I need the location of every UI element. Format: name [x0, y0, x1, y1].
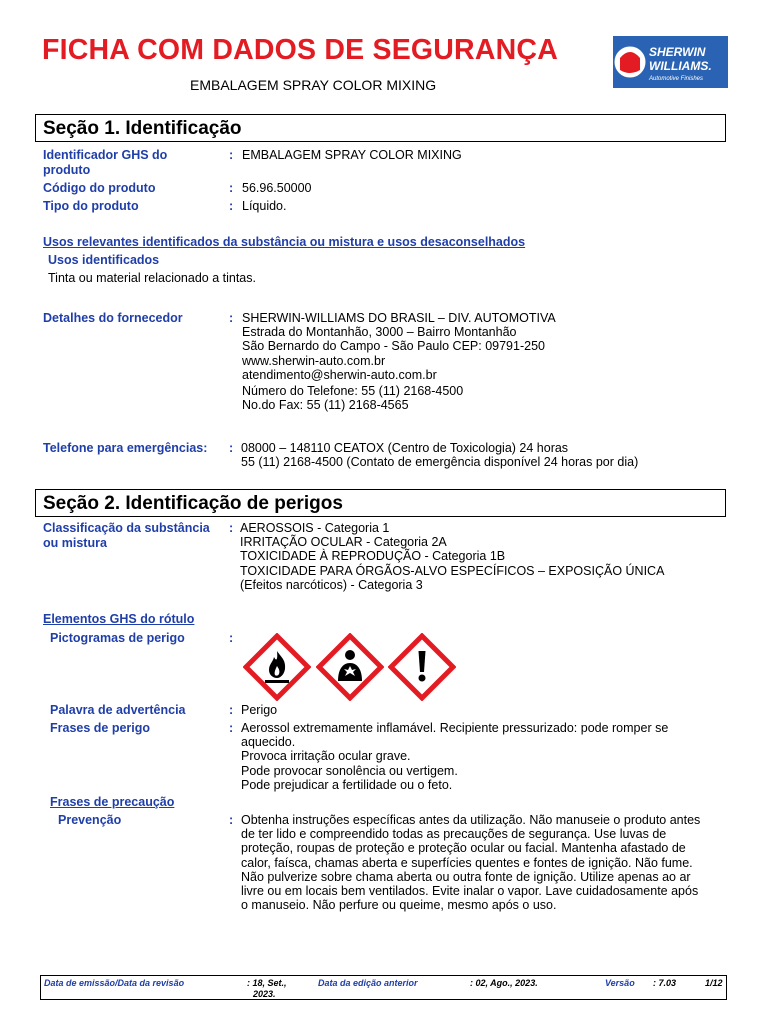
hazard-statement: Pode provocar sonolência ou vertigem.: [241, 763, 458, 778]
supplier-line: São Bernardo do Campo - São Paulo CEP: 09791-250: [242, 339, 545, 354]
colon: :: [229, 703, 234, 717]
issue-date-label: Data de emissão/Data da revisão: [44, 978, 185, 988]
hazard-statement: Pode prejudicar a fertilidade ou o feto.: [241, 777, 453, 792]
colon: :: [229, 181, 234, 195]
supplier-details: [242, 311, 556, 412]
identified-uses-label: Usos identificados: [48, 253, 160, 267]
identified-uses-value: Tinta ou material relacionado a tintas.: [48, 271, 256, 285]
colon: :: [229, 148, 234, 162]
logo-text-3: Automotive Finishes: [649, 76, 704, 82]
hazard-statement: Provoca irritação ocular grave.: [241, 749, 411, 764]
colon: :: [229, 311, 234, 325]
product-code-label: Código do produto: [43, 181, 156, 195]
classification-label-line-1: Classificação da substância: [43, 521, 210, 535]
ghs-identifier-label-line-2: produto: [43, 163, 91, 177]
product-subtitle: EMBALAGEM SPRAY COLOR MIXING: [190, 77, 437, 93]
classification-item: TOXICIDADE PARA ÓRGÃOS-ALVO ESPECÍFICOS – EXPOSIÇÃO ÚNICA: [240, 563, 665, 578]
pictograms-label: Pictogramas de perigo: [50, 631, 185, 645]
emergency-line: 55 (11) 2168-4500 (Contato de emergência disponível 24 horas por dia): [241, 455, 639, 470]
prev-edition-value: : 02, Ago., 2023.: [470, 978, 538, 988]
classification-label: [43, 521, 210, 551]
prev-edition-label: Data da edição anterior: [318, 978, 418, 988]
classification-item: (Efeitos narcóticos) - Categoria 3: [240, 577, 423, 592]
prevention-text: [241, 813, 700, 912]
section-1-header: [35, 114, 726, 142]
supplier-phone: Número do Telefone: 55 (11) 2168-4500: [242, 384, 464, 399]
page-number: 1/12: [705, 978, 723, 988]
hazard-statements-list: [241, 721, 668, 792]
classification-item: IRRITAÇÃO OCULAR - Categoria 2A: [240, 535, 447, 550]
product-code-value: 56.96.50000: [242, 181, 312, 195]
supplier-fax: No.do Fax: 55 (11) 2168-4565: [242, 398, 409, 413]
precaution-heading-link[interactable]: Frases de precaução: [50, 795, 175, 809]
flame-pictogram-icon: [243, 633, 311, 701]
issue-date-value: [247, 978, 287, 1000]
version-label: Versão: [605, 978, 635, 988]
colon: :: [229, 199, 234, 213]
section-1-title: Seção 1. Identificação: [43, 118, 242, 139]
prevention-line: Não pulverize sobre chama aberta ou outra fonte de ignição. Utilize apenas ao ar: [241, 869, 691, 884]
exclamation-pictogram-icon: [388, 633, 456, 701]
document-title: FICHA COM DADOS DE SEGURANÇA: [42, 34, 558, 66]
hazard-statements-label: Frases de perigo: [50, 721, 151, 735]
product-type-label: Tipo do produto: [43, 199, 139, 213]
colon: :: [229, 441, 234, 455]
product-type-value: Líquido.: [242, 199, 287, 213]
ghs-identifier-label-line-1: Identificador GHS do: [43, 148, 168, 162]
classification-item: AEROSSOIS - Categoria 1: [240, 521, 390, 535]
uses-heading-link[interactable]: Usos relevantes identificados da substância ou mistura e usos desaconselhados: [43, 235, 526, 249]
colon: :: [229, 721, 234, 735]
issue-date-value-line-1: : 18, Set.,: [247, 978, 287, 988]
ghs-identifier-label: [43, 148, 167, 178]
prevention-line: livre ou em locais bem ventilados. Evite inalar o vapor. Lave cuidadosamente após: [241, 884, 699, 899]
ghs-elements-heading-link[interactable]: Elementos GHS do rótulo: [43, 612, 195, 626]
supplier-label: Detalhes do fornecedor: [43, 311, 183, 325]
emergency-phone-label: Telefone para emergências:: [43, 441, 208, 455]
classification-label-line-2: ou mistura: [43, 536, 107, 550]
hazard-statement: aquecido.: [241, 735, 296, 750]
issue-date-value-line-2: 2023.: [253, 989, 276, 999]
classification-item: TOXICIDADE À REPRODUÇÃO - Categoria 1B: [240, 549, 506, 564]
emergency-phone-details: [241, 441, 638, 469]
colon: :: [229, 813, 234, 827]
page-footer: [40, 975, 727, 1000]
prevention-line: de ter lido e compreendido todas as precauções de segurança. Use luvas de: [241, 827, 667, 842]
prevention-line: proteção, roupas de proteção e proteção ocular ou facial. Mantenha afastado de: [241, 841, 686, 856]
logo-text-2: WILLIAMS.: [649, 59, 712, 73]
supplier-website[interactable]: www.sherwin-auto.com.br: [242, 353, 386, 368]
section-2-title: Seção 2. Identificação de perigos: [43, 493, 343, 514]
colon: :: [229, 521, 234, 535]
health-hazard-pictogram-icon: [316, 633, 384, 701]
prevention-line: o manuseio. Não perfure ou queime, mesmo após o uso.: [241, 898, 557, 913]
hazard-statement: Aerossol extremamente inflamável. Recipiente pressurizado: pode romper se: [241, 721, 669, 735]
signal-word-label: Palavra de advertência: [50, 703, 186, 717]
ghs-identifier-value: EMBALAGEM SPRAY COLOR MIXING: [242, 148, 462, 162]
emergency-line: 08000 – 148110 CEATOX (Centro de Toxicologia) 24 horas: [241, 441, 569, 455]
signal-word-value: Perigo: [241, 703, 278, 717]
classification-list: [240, 521, 664, 592]
section-2-header: [35, 489, 726, 517]
supplier-email[interactable]: atendimento@sherwin-auto.com.br: [242, 367, 437, 382]
prevention-label: Prevenção: [58, 813, 122, 827]
prevention-line: calor, faísca, chamas aberta e superfícies quentes e fontes de ignição. Não fume.: [241, 855, 693, 870]
version-value: : 7.03: [653, 978, 677, 988]
supplier-line: Estrada do Montanhão, 3000 – Bairro Montanhão: [242, 325, 517, 340]
sherwin-williams-logo: [613, 36, 728, 88]
logo-text-1: SHERWIN: [649, 45, 706, 59]
colon: :: [229, 631, 234, 645]
logo-globe-icon: [613, 36, 728, 88]
prevention-line: Obtenha instruções específicas antes da utilização. Não manuseie o produto antes: [241, 813, 701, 827]
supplier-line: SHERWIN-WILLIAMS DO BRASIL – DIV. AUTOMOTIVA: [242, 311, 556, 325]
